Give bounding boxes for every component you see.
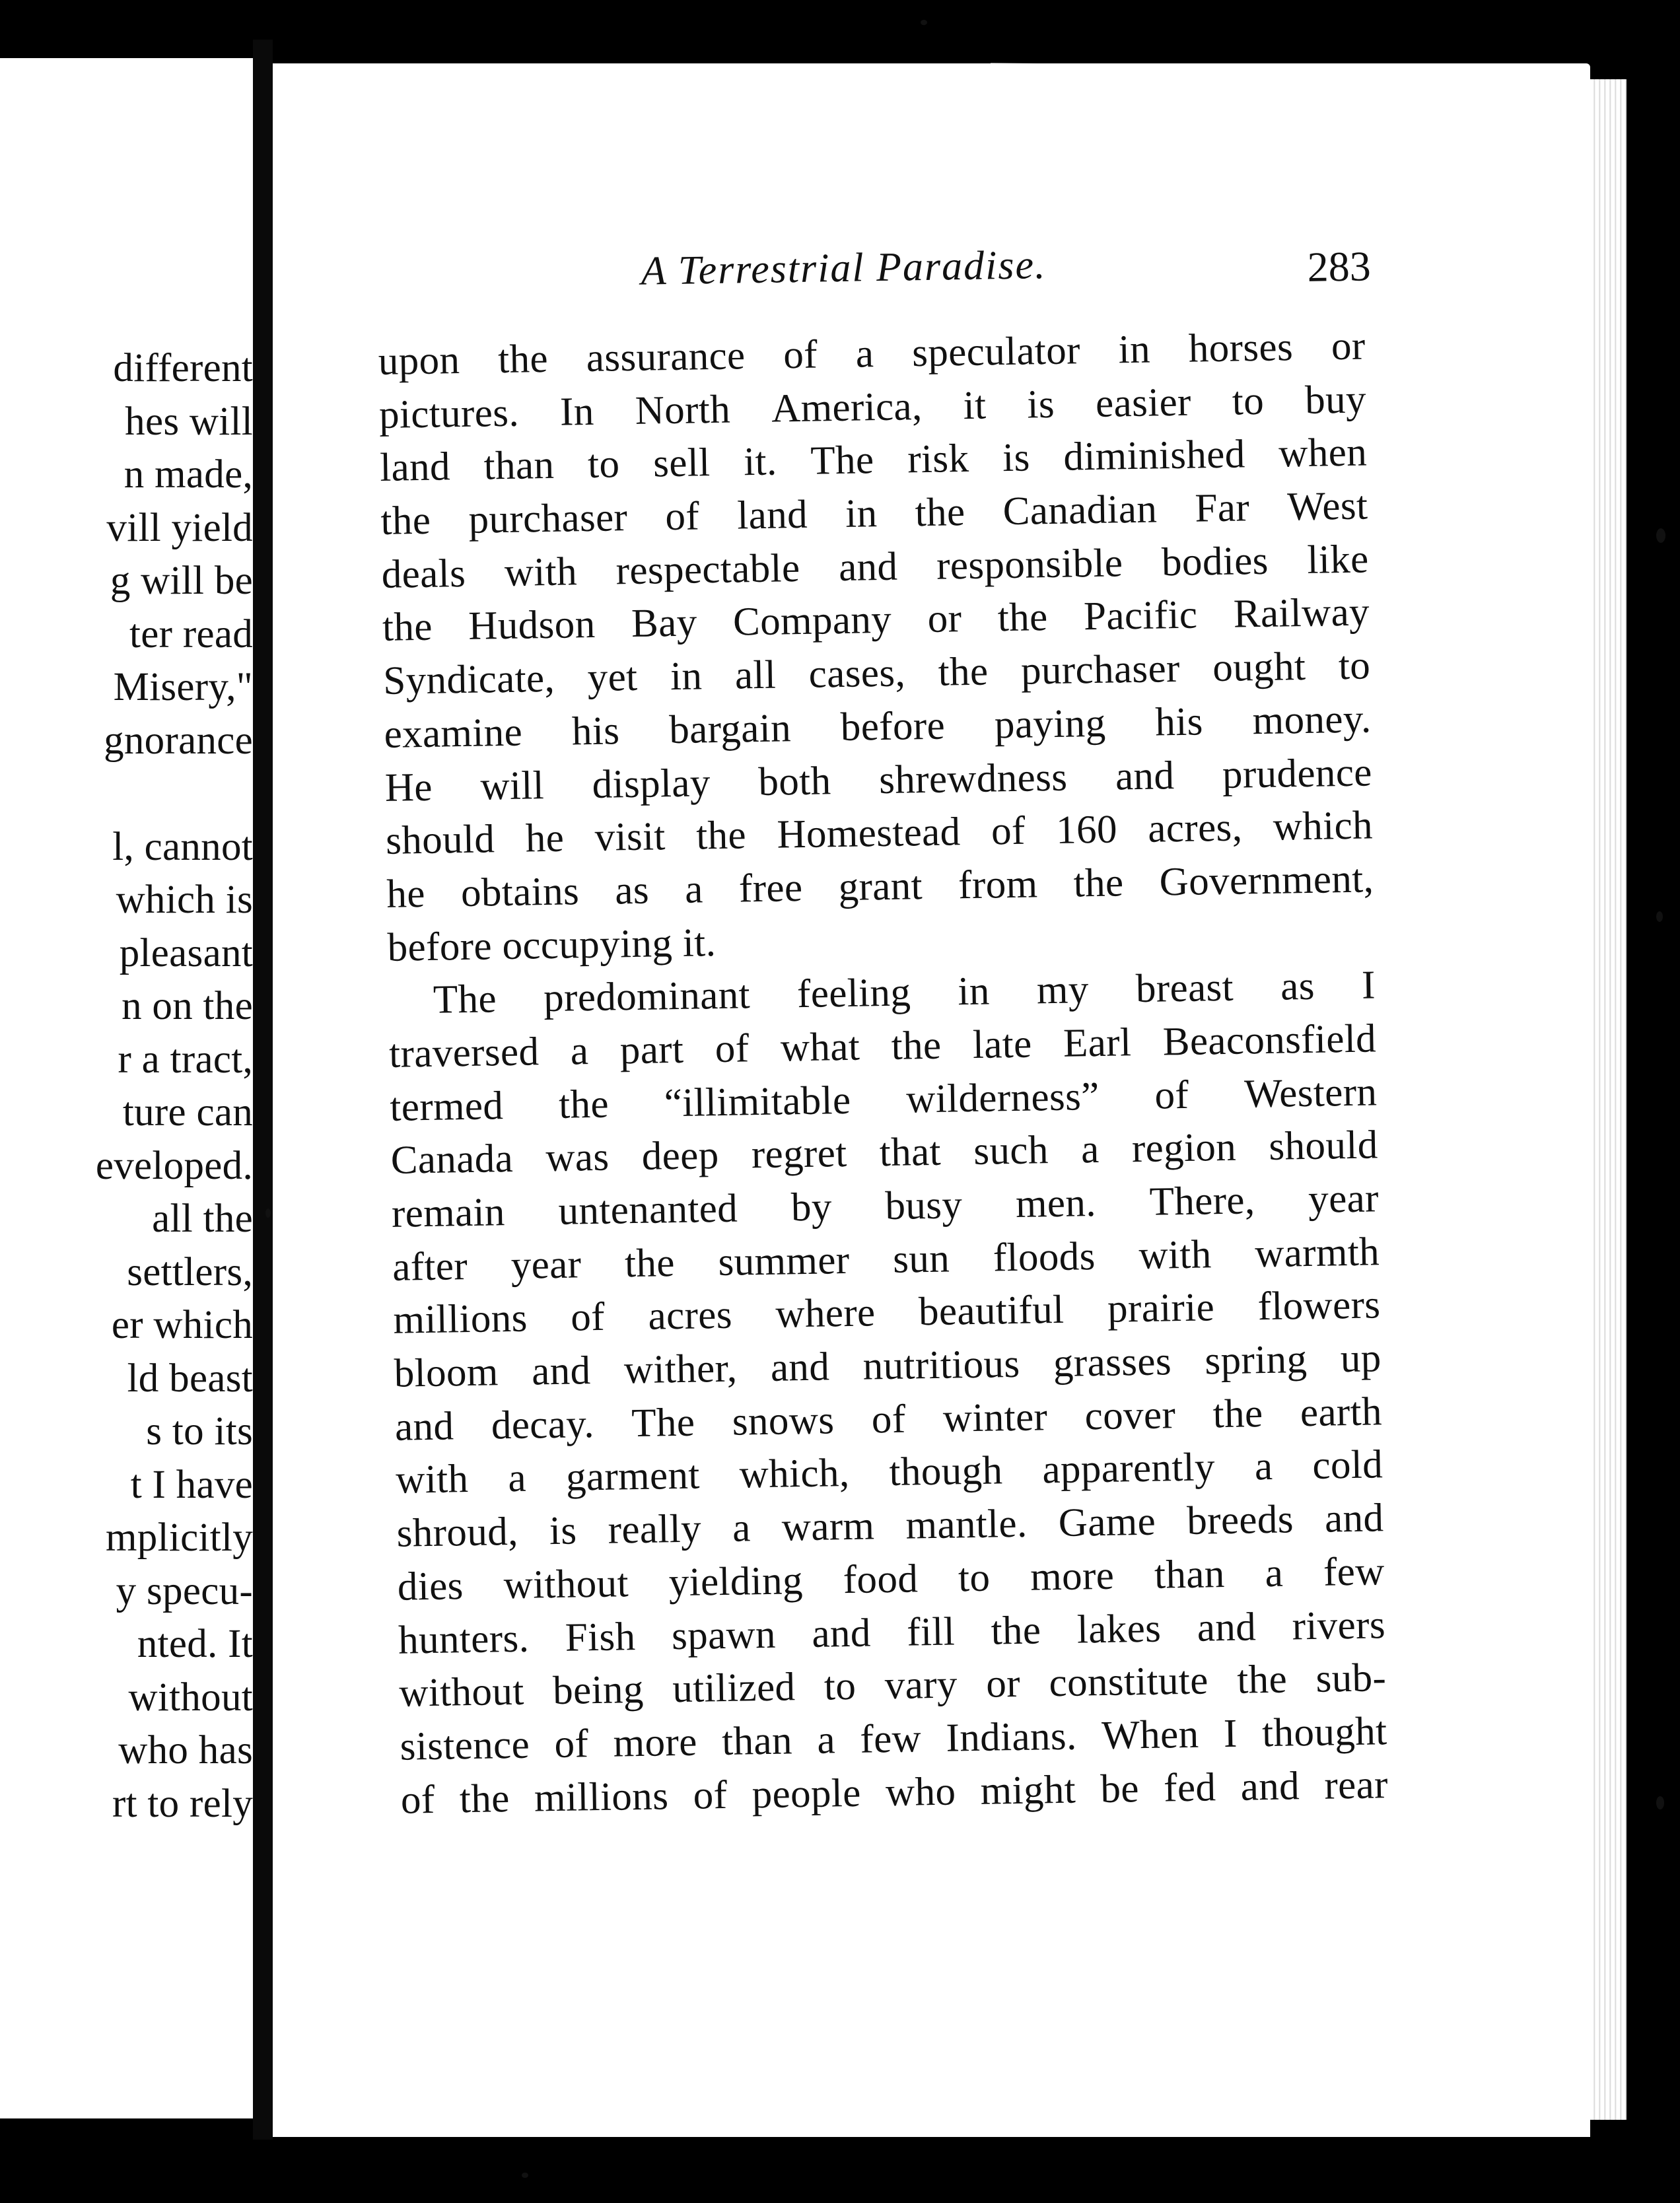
text-line: he obtains as a free grant from the Government,: [386, 857, 1374, 917]
left-page-line: mplicitly: [106, 1516, 253, 1560]
left-page-line: ter read: [129, 612, 253, 656]
text-line: with a garment which, though apparently a cold: [395, 1442, 1383, 1503]
left-page-line: n on the: [122, 984, 253, 1028]
text-line: dies without yielding food to more than a few: [397, 1549, 1385, 1609]
text-line: land than to sell it. The risk is diminished when: [379, 430, 1368, 491]
body-text: [378, 320, 1388, 1827]
left-page-line: Misery,": [113, 665, 253, 709]
left-page-text: [15, 342, 253, 1831]
page-number: 283: [1307, 242, 1372, 291]
text-line: after year the summer sun floods with warmth: [392, 1230, 1380, 1290]
text-line: without being utilized to vary or constitute the sub-: [398, 1656, 1387, 1716]
left-page-line: [15, 767, 253, 821]
dust-speck: [1656, 911, 1663, 922]
left-page-line: vill yield: [106, 505, 253, 550]
text-line: sistence of more than a few Indians. When I thought: [400, 1709, 1387, 1769]
left-page: [0, 58, 253, 2118]
text-line: and decay. The snows of winter cover the earth: [394, 1389, 1383, 1450]
text-line: deals with respectable and responsible bodies like: [381, 537, 1370, 597]
text-line: the Hudson Bay Company or the Pacific Railway: [382, 590, 1370, 650]
text-line: The predominant feeling in my breast as I: [433, 963, 1376, 1023]
text-line: before occupying it.: [387, 920, 717, 970]
text-line: of the millions of people who might be fed and rear: [400, 1762, 1389, 1823]
dust-speck: [1656, 1796, 1664, 1809]
text-line: upon the assurance of a speculator in horses or: [378, 324, 1366, 384]
left-page-line: s to its: [146, 1409, 253, 1453]
left-page-line: different: [113, 346, 253, 390]
book-gutter: [253, 40, 273, 2140]
text-line: traversed a part of what the late Earl Beaconsfield: [388, 1016, 1377, 1076]
dust-speck: [1656, 528, 1665, 543]
left-page-line: pleasant: [119, 930, 253, 975]
text-line: should he visit the Homestead of 160 acres, which: [385, 803, 1374, 864]
text-line: the purchaser of land in the Canadian Far West: [380, 483, 1368, 544]
left-page-line: without: [128, 1675, 253, 1720]
text-line: He will display both shrewdness and prudence: [384, 750, 1373, 810]
text-line: examine his bargain before paying his money.: [384, 697, 1372, 757]
text-line: bloom and wither, and nutritious grasses spring up: [394, 1336, 1382, 1396]
page-edge-stack: [1590, 79, 1627, 2120]
text-line: Syndicate, yet in all cases, the purchaser ought to: [382, 643, 1371, 704]
dust-speck: [522, 2173, 528, 2178]
text-line: shroud, is really a warm mantle. Game breeds and: [396, 1496, 1384, 1556]
text-line: remain untenanted by busy men. There, year: [391, 1176, 1380, 1236]
left-page-line: which is: [116, 878, 253, 922]
dust-speck: [921, 20, 927, 25]
left-page-line: ld beast: [127, 1356, 253, 1401]
left-page-line: g will be: [110, 559, 253, 603]
left-page-line: all the: [152, 1197, 253, 1241]
left-page-line: er which: [111, 1303, 253, 1347]
text-line: millions of acres where beautiful prairie flowers: [393, 1282, 1381, 1343]
right-page-content: [376, 230, 1388, 1827]
running-title: A Terrestrial Paradise.: [641, 242, 1047, 294]
left-page-line: l, cannot: [112, 824, 253, 869]
left-page-line: y specu-: [116, 1568, 253, 1613]
left-page-line: eveloped.: [95, 1143, 253, 1188]
left-page-line: settlers,: [127, 1249, 253, 1294]
left-page-line: gnorance: [104, 718, 253, 763]
text-line: Canada was deep regret that such a region should: [390, 1123, 1379, 1183]
text-line: hunters. Fish spawn and fill the lakes and rivers: [398, 1602, 1386, 1663]
left-page-line: nted. It: [137, 1622, 253, 1666]
left-page-line: hes will: [125, 399, 253, 444]
left-page-line: rt to rely: [112, 1781, 253, 1826]
left-page-line: r a tract,: [118, 1037, 253, 1082]
text-line: termed the “illimitable wilderness” of Western: [389, 1069, 1378, 1130]
dust-speck: [265, 1208, 271, 1218]
left-page-line: who has: [118, 1728, 253, 1772]
text-line: pictures. In North America, it is easier to buy: [378, 377, 1367, 437]
left-page-line: ture can: [122, 1090, 253, 1135]
left-page-line: n made,: [123, 452, 253, 497]
left-page-line: t I have: [130, 1462, 253, 1507]
